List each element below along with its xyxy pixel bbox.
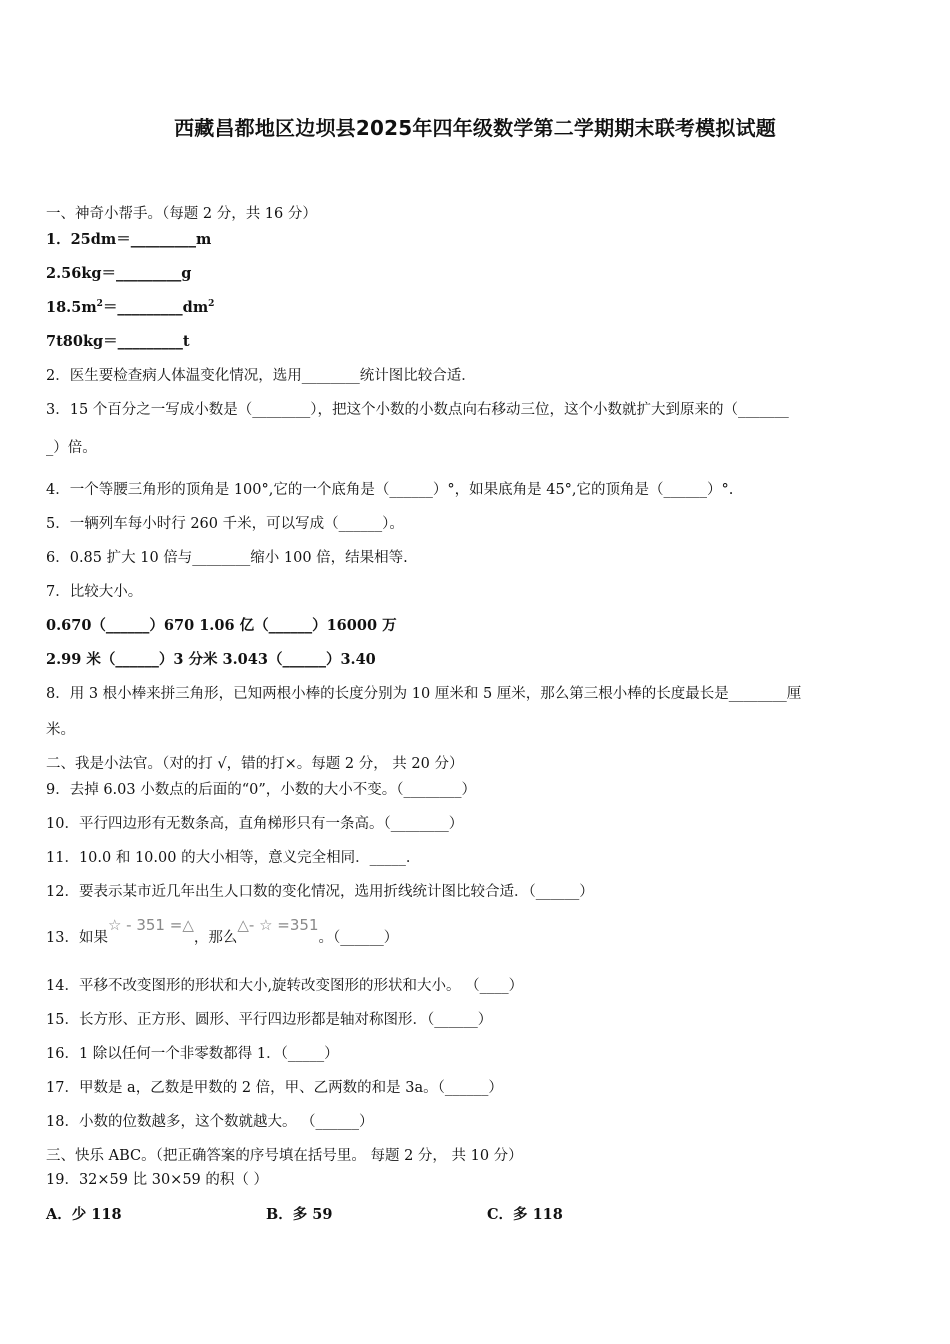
question-19: 19．32×59 比 30×59 的积（ ）: [46, 1172, 268, 1188]
question-1c: $18.5m^2=\_\_\_\_\_\_\_\_\_dm^2$: [46, 299, 215, 316]
formula-expression-1: ☆ - 351 =△: [107, 916, 194, 934]
question-7a: 0.670（______）670 1.06 亿（______）16000 万: [46, 617, 397, 634]
question-15: 15．长方形、正方形、圆形、平行四边形都是轴对称图形．（______）: [46, 1012, 493, 1028]
question-11: 11．10.0 和 10.00 的大小相等，意义完全相同．_____．: [46, 850, 421, 866]
question-3-line2: _）倍。: [46, 440, 97, 456]
formula-expression-2: △- ☆ =351: [237, 916, 319, 934]
question-14: 14．平移不改变图形的形状和大小,旋转改变图形的形状和大小。 （____）: [46, 978, 524, 994]
question-8-line1: 8．用 3 根小棒来拼三角形，已知两根小棒的长度分别为 10 厘米和 5 厘米，那么第三根小棒的长度最长是________厘: [46, 686, 802, 702]
question-13: 13．如果☆ - 351 =△，那么△- ☆ =351。（______）: [46, 916, 399, 946]
question-1b: 2.56kg＝_________g: [46, 265, 192, 282]
question-7: 7．比较大小。: [46, 584, 143, 600]
question-7b: 2.99 米（______）3 分米 3.043（______）3.40: [46, 651, 376, 668]
question-10: 10．平行四边形有无数条高，直角梯形只有一条高。（________）: [46, 816, 464, 832]
section-heading-1: 一、神奇小帮手。（每题 2 分，共 16 分）: [46, 206, 317, 222]
question-4: 4．一个等腰三角形的顶角是 100°,它的一个底角是（______）°，如果底角是 45°,它的顶角是（______）°.: [46, 482, 734, 498]
question-1a: 1．25dm＝_________m: [46, 231, 212, 248]
option-a: A．少 118: [46, 1206, 122, 1223]
question-8-line2: 米。: [46, 722, 75, 738]
question-6: 6．0.85 扩大 10 倍与________缩小 100 倍，结果相等.: [46, 550, 408, 566]
question-2: 2．医生要检查病人体温变化情况，选用________统计图比较合适．: [46, 368, 476, 384]
option-c: C．多 118: [487, 1206, 563, 1223]
question-1d: 7t80kg＝_________t: [46, 333, 190, 350]
page-title: 西藏昌都地区边坝县2025年四年级数学第二学期期末联考模拟试题: [174, 116, 776, 140]
question-16: 16．1 除以任何一个非零数都得 1．（_____）: [46, 1046, 339, 1062]
question-3-line1: 3．15 个百分之一写成小数是（________），把这个小数的小数点向右移动三位，这个小数就扩大到原来的（_______: [46, 402, 789, 418]
question-9: 9．去掉 6.03 小数点的后面的“0”，小数的大小不变。（________）: [46, 782, 477, 798]
question-12: 12．要表示某市近几年出生人口数的变化情况，选用折线统计图比较合适．（______）: [46, 884, 594, 900]
section-heading-3: 三、快乐 ABC。（把正确答案的序号填在括号里。 每题 2 分， 共 10 分）: [46, 1148, 523, 1164]
question-18: 18．小数的位数越多，这个数就越大。 （______）: [46, 1114, 374, 1130]
question-17: 17．甲数是 a，乙数是甲数的 2 倍，甲、乙两数的和是 3a。（______）: [46, 1080, 503, 1096]
question-5: 5．一辆列车每小时行 260 千米，可以写成（______）。: [46, 516, 404, 532]
section-heading-2: 二、我是小法官。（对的打 √，错的打×。每题 2 分， 共 20 分）: [46, 756, 464, 772]
option-b: B．多 59: [266, 1206, 333, 1223]
